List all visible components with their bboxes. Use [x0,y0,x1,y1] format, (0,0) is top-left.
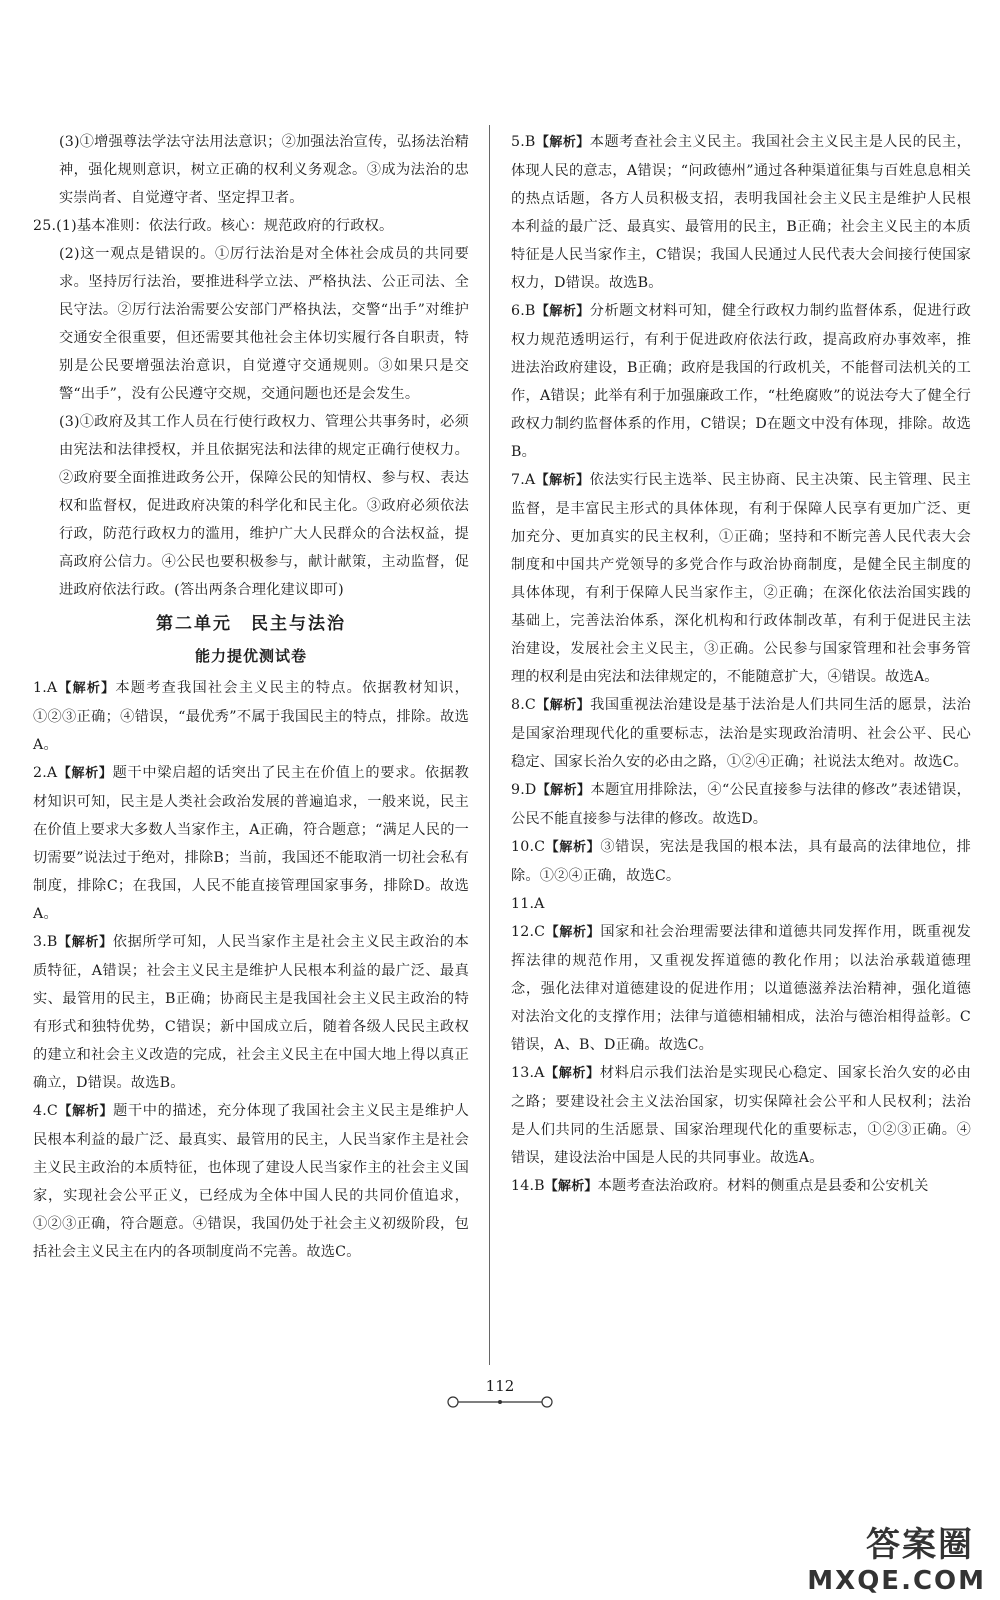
answer-item [511,466,971,691]
answer-number: 9.D [511,782,537,798]
q25-part2: (2)这一观点是错误的。①厉行法治是对全体社会成员的共同要求。坚持厉行法治，要推进科学立法、严格执法、公正司法、全民守法。②厉行法治需要公安部门严格执法，交警“出手”对维护交通安全很重要，但还需要其他社会主体切实履行各自职责，特别是公民要增强法治意识，自觉遵守交通规则。③如果只是交警“出手”，没有公民遵守交规，交通问题也还是会发生。 [59,246,469,402]
q25-number: 25. [33,218,57,234]
analysis-tag: 【解析】 [535,304,590,319]
answer-item [511,833,971,890]
answer-text: 国家和社会治理需要法律和道德共同发挥作用，既重视发挥法律的规范作用，又重视发挥道德的教化作用；以法治承载道德理念，强化法律对道德建设的促进作用；以道德滋养法治精神，强化道德对法治文化的支撑作用；法律与道德相辅相成，法治与德治相得益彰。C错误，A、B、D正确。故选C。 [511,924,971,1053]
answer-number: 6.B [511,303,536,319]
answer-text: 题干中梁启超的话突出了民主在价值上的要求。依据教材知识可知，民主是人类社会政治发展的普遍追求，一般来说，民主在价值上要求大多数人当家作主，A正确，符合题意；“满足人民的一切需要”说法过于绝对，排除B；当前，我国还不能取消一切社会私有制度，排除C；在我国，人民不能直接管理国家事务，排除D。故选A。 [33,765,469,922]
q25-part3: (3)①政府及其工作人员在行使行政权力、管理公共事务时，必须由宪法和法律授权，并且依据宪法和法律的规定正确行使权力。②政府要全面推进政务公开，保障公民的知情权、参与权、表达权和监督权，促进政府决策的科学化和民主化。③政府必须依法行政，防范行政权力的滥用，维护广大人民群众的合法权益，提高政府公信力。④公民也要积极参与，献计献策，主动监督，促进政府依法行政。(答出两条合理化建议即可) [59,414,469,598]
answer-number: 7.A [511,472,536,488]
right-column [511,128,971,1201]
answer-item [511,128,971,297]
analysis-tag: 【解析】 [536,698,591,713]
analysis-tag: 【解析】 [58,1104,114,1119]
answer-list-right [511,128,971,1201]
answer-item [511,1172,971,1201]
q24-part3: (3)①增强尊法学法守法用法意识；②加强法治宣传，弘扬法治精神，强化规则意识，树立正确的权利义务观念。③成为法治的忠实崇尚者、自觉遵守者、坚定捍卫者。 [59,134,469,206]
answer-number: 2.A [33,765,58,781]
analysis-tag: 【解析】 [544,1066,600,1081]
answer-text: 我国重视法治建设是基于法治是人们共同生活的愿景，法治是国家治理现代化的重要标志，法治是实现政治清明、社会公平、民心稳定、国家长治久安的必由之路，①②④正确；社说法太绝对。故选C。 [511,697,971,770]
answer-text: 本题宜用排除法，④“公民直接参与法律的修改”表述错误，公民不能直接参与法律的修改。故选D。 [511,782,971,827]
analysis-tag: 【解析】 [57,935,113,950]
answer-number: 8.C [511,697,536,713]
footer-ornament-icon [445,1395,555,1409]
answer-text: 材料启示我们法治是实现民心稳定、国家长治久安的必由之路；要建设社会主义法治国家，切实保障社会公平和人民权利；法治是人们共同的生活愿景、国家治理现代化的重要标志，①②③正确。④错误，建设法治中国是人民的共同事业。故选A。 [511,1065,971,1166]
q25-block [33,212,469,240]
analysis-tag: 【解析】 [535,135,590,150]
section-title: 第二单元 民主与法治 [156,614,346,634]
watermark-line2: MXQE.COM [807,1566,986,1596]
answer-number: 10.C [511,839,546,855]
answer-text: 分析题文材料可知，健全行政权力制约监督体系，促进行政权力规范透明运行，有利于促进政府依法行政，提高政府办事效率，推进法治政府建设，B正确；政府是我国的行政机关，不能督司法机关的工作，A错误；此举有利于加强廉政工作，“杜绝腐败”的说法夸大了健全行政权力制约监督体系的作用，C错误；D在题文中没有体现，排除。故选B。 [511,303,971,460]
answer-item [33,674,469,759]
answer-item [511,776,971,833]
answer-text: 依据所学可知，人民当家作主是社会主义民主政治的本质特征，A错误；社会主义民主是维护人民根本利益的最广泛、最真实、最管用的民主，B正确；协商民主是我国社会主义民主政治的特有形式和独特优势，C错误；新中国成立后，随着各级人民民主政权的建立和社会主义改造的完成，社会主义民主在中国大地上得以真正确立，D错误。故选B。 [33,934,469,1091]
answer-number: 13.A [511,1065,545,1081]
analysis-tag: 【解析】 [57,766,113,781]
analysis-tag: 【解析】 [545,925,601,940]
left-column [33,128,469,1266]
column-divider [489,125,490,1365]
watermark-line1: 答案圈 [866,1525,974,1565]
analysis-tag: 【解析】 [536,783,591,798]
page-footer [0,1377,1000,1409]
answer-number: 11.A [511,896,545,912]
answer-number: 14.B [511,1178,545,1194]
answer-number: 1.A [33,680,58,696]
answer-text: 本题考查我国社会主义民主的特点。依据教材知识，①②③正确；④错误，“最优秀”不属于我国民主的特点，排除。故选A。 [33,680,469,753]
answer-item [511,691,971,776]
analysis-tag: 【解析】 [57,681,116,696]
answer-item [511,1059,971,1172]
page-number: 112 [485,1377,515,1395]
answer-item [511,890,971,918]
answer-number: 3.B [33,934,58,950]
answer-item [511,918,971,1059]
answer-number: 5.B [511,134,536,150]
answer-number: 4.C [33,1103,58,1119]
answer-item [33,759,469,928]
answer-item [33,1097,469,1266]
analysis-tag: 【解析】 [544,1179,598,1194]
answer-text: ③错误，宪法是我国的根本法，具有最高的法律地位，排除。①②④正确，故选C。 [511,839,971,884]
analysis-tag: 【解析】 [535,473,590,488]
answer-item [33,928,469,1097]
answer-text: 题干中的描述，充分体现了我国社会主义民主是维护人民根本利益的最广泛、最真实、最管用的民主，人民当家作主是社会主义民主政治的本质特征，也体现了建设人民当家作主的社会主义国家，实现社会公平正义，已经成为全体中国人民的共同价值追求，①②③正确，符合题意。④错误，我国仍处于社会主义初级阶段，包括社会主义民主在内的各项制度尚不完善。故选C。 [33,1103,469,1260]
q25-part1: (1)基本准则：依法行政。核心：规范政府的行政权。 [56,218,394,234]
answer-item [511,297,971,466]
answer-list-left [33,674,469,1266]
answer-number: 12.C [511,924,546,940]
section-subtitle: 能力提优测试卷 [194,647,307,665]
answer-text: 本题考查法治政府。材料的侧重点是县委和公安机关 [597,1178,929,1194]
answer-text: 依法实行民主选举、民主协商、民主决策、民主管理、民主监督，是丰富民主形式的具体体现，有利于保障人民享有更加广泛、更加充分、更加真实的民主权利，①正确；坚持和不断完善人民代表大会制度和中国共产党领导的多党合作与政治协商制度，是健全民主制度的具体体现，有利于保障人民当家作主，②正确；在深化依法治国实践的基础上，完善法治体系，深化机构和行政体制改革，有利于促进民主法治建设，发展社会主义民主，③正确。公民参与国家管理和社会事务管理的权利是由宪法和法律规定的，不能随意扩大，④错误。故选A。 [511,472,971,685]
answer-text: 本题考查社会主义民主。我国社会主义民主是人民的民主，体现人民的意志，A错误；“问政德州”通过各种渠道征集与百姓息息相关的热点话题，各方人员积极支招，表明我国社会主义民主是维护人民根本利益的最广泛、最真实、最管用的民主，B正确；社会主义民主的本质特征是人民当家作主，C错误；我国人民通过人民代表大会间接行使国家权力，D错误。故选B。 [511,134,971,291]
analysis-tag: 【解析】 [545,840,601,855]
